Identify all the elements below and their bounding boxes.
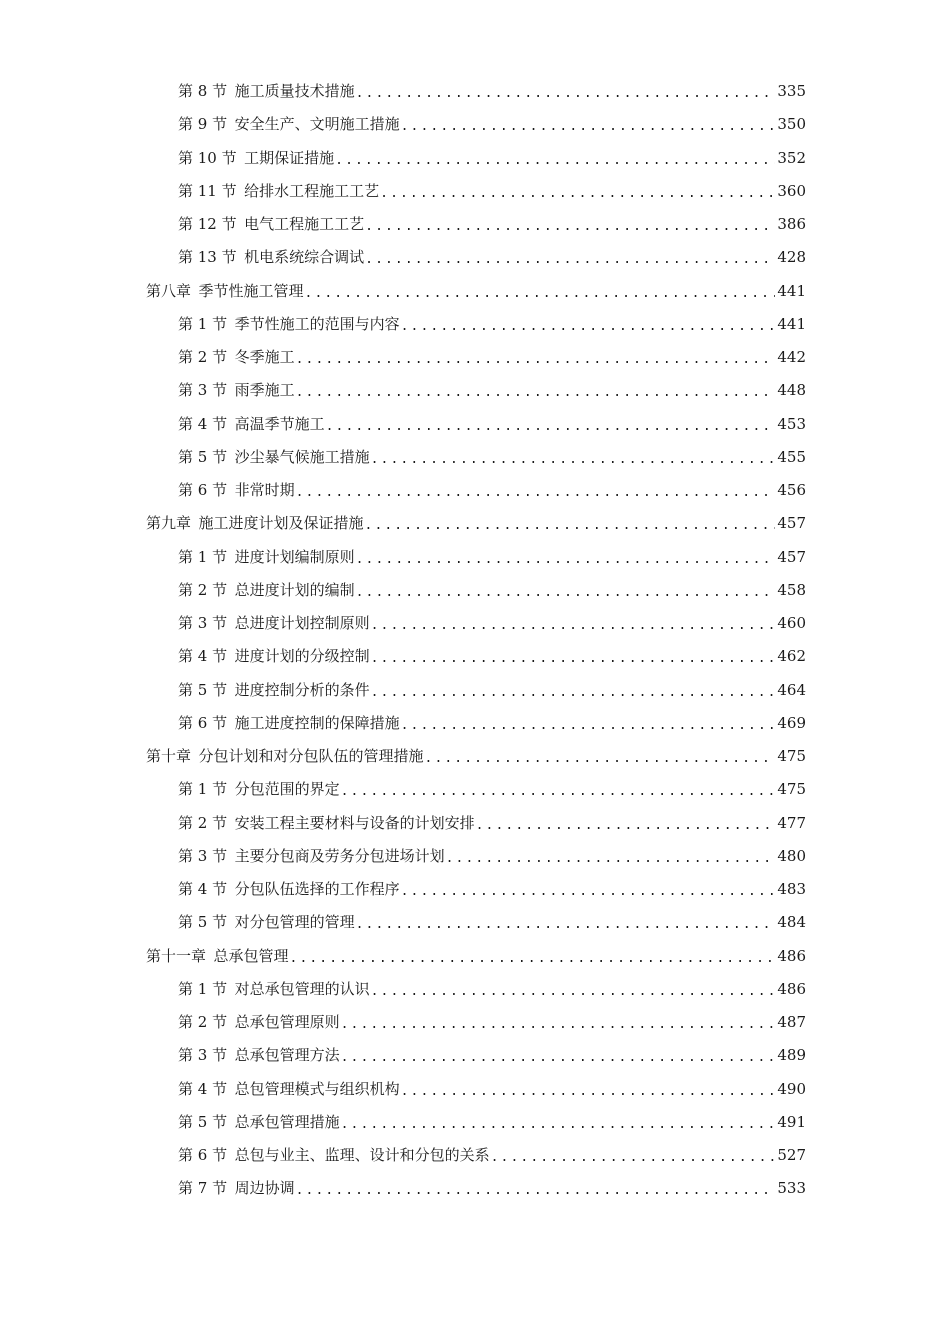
toc-section-entry[interactable] xyxy=(0,1039,950,1072)
toc-entry-title: 总承包管理方法 xyxy=(234,1046,340,1065)
toc-entry-number: 第 4 节 xyxy=(178,1079,228,1098)
toc-entry-spacer xyxy=(227,1039,235,1072)
toc-entry-number: 第 3 节 xyxy=(178,1046,228,1065)
toc-section-entry[interactable] xyxy=(0,374,950,407)
toc-entry-spacer xyxy=(227,973,235,1006)
toc-section-entry[interactable] xyxy=(0,973,950,1006)
toc-entry-spacer xyxy=(227,906,235,939)
toc-entry-number: 第 2 节 xyxy=(178,348,228,367)
toc-dot-leader xyxy=(335,144,775,177)
toc-section-entry[interactable] xyxy=(0,175,950,208)
toc-dot-leader xyxy=(365,243,775,276)
toc-entry-title: 给排水工程施工工艺 xyxy=(244,181,380,200)
toc-entry-page-number: 464 xyxy=(777,680,806,699)
toc-dot-leader xyxy=(341,1108,776,1141)
toc-section-entry[interactable] xyxy=(0,1106,950,1139)
toc-entry-spacer xyxy=(227,574,235,607)
toc-entry-title: 总包与业主、监理、设计和分包的关系 xyxy=(234,1146,490,1165)
toc-entry-spacer xyxy=(227,308,235,341)
toc-dot-leader xyxy=(446,842,776,875)
toc-entry-title: 高温季节施工 xyxy=(234,414,325,433)
toc-entry-spacer xyxy=(237,208,245,241)
toc-entry-title: 机电系统综合调试 xyxy=(244,248,365,267)
toc-entry-page-number: 490 xyxy=(777,1079,806,1098)
toc-entry-number: 第 11 节 xyxy=(178,181,237,200)
toc-entry-page-number: 386 xyxy=(777,215,806,234)
toc-dot-leader xyxy=(356,543,776,576)
toc-entry-page-number: 457 xyxy=(777,514,806,533)
toc-dot-leader xyxy=(356,908,776,941)
toc-entry-number: 第九章 xyxy=(146,514,192,533)
toc-section-entry[interactable] xyxy=(0,1139,950,1172)
toc-entry-page-number: 441 xyxy=(777,314,806,333)
toc-dot-leader xyxy=(305,277,776,310)
toc-entry-title: 安全生产、文明施工措施 xyxy=(234,115,400,134)
toc-entry-number: 第 2 节 xyxy=(178,1013,228,1032)
toc-entry-page-number: 441 xyxy=(777,281,806,300)
toc-entry-spacer xyxy=(206,940,214,973)
toc-section-entry[interactable] xyxy=(0,707,950,740)
toc-entry-title: 施工质量技术措施 xyxy=(234,82,355,101)
toc-entry-number: 第十章 xyxy=(146,747,192,766)
toc-entry-number: 第 3 节 xyxy=(178,614,228,633)
toc-entry-number: 第 6 节 xyxy=(178,1146,228,1165)
toc-entry-title: 非常时期 xyxy=(234,481,295,500)
toc-entry-number: 第十一章 xyxy=(146,946,207,965)
toc-dot-leader xyxy=(326,410,776,443)
toc-entry-spacer xyxy=(227,707,235,740)
toc-entry-spacer xyxy=(227,108,235,141)
toc-dot-leader xyxy=(356,576,776,609)
toc-entry-title: 施工进度计划及保证措施 xyxy=(198,514,364,533)
toc-chapter-entry[interactable] xyxy=(0,507,950,540)
toc-entry-title: 总承包管理措施 xyxy=(234,1112,340,1131)
toc-entry-title: 工期保证措施 xyxy=(244,148,335,167)
toc-entry-number: 第 1 节 xyxy=(178,547,228,566)
toc-section-entry[interactable] xyxy=(0,108,950,141)
toc-entry-title: 周边协调 xyxy=(234,1179,295,1198)
toc-entry-number: 第 3 节 xyxy=(178,846,228,865)
toc-entry-title: 分包队伍选择的工作程序 xyxy=(234,880,400,899)
toc-dot-leader xyxy=(371,443,776,476)
toc-dot-leader xyxy=(371,609,776,642)
toc-entry-title: 总包管理模式与组织机构 xyxy=(234,1079,400,1098)
toc-dot-leader xyxy=(365,210,775,243)
toc-chapter-entry[interactable] xyxy=(0,275,950,308)
toc-dot-leader xyxy=(371,676,776,709)
toc-entry-title: 安装工程主要材料与设备的计划安排 xyxy=(234,813,475,832)
toc-entry-spacer xyxy=(227,807,235,840)
toc-dot-leader xyxy=(365,509,776,542)
toc-entry-page-number: 527 xyxy=(777,1146,806,1165)
toc-entry-number: 第 4 节 xyxy=(178,414,228,433)
toc-entry-page-number: 487 xyxy=(777,1013,806,1032)
toc-section-entry[interactable] xyxy=(0,574,950,607)
toc-entry-title: 冬季施工 xyxy=(234,348,295,367)
toc-dot-leader xyxy=(401,310,776,343)
toc-entry-title: 施工进度控制的保障措施 xyxy=(234,713,400,732)
toc-entry-number: 第 8 节 xyxy=(178,82,228,101)
toc-dot-leader xyxy=(476,809,776,842)
toc-dot-leader xyxy=(296,476,776,509)
toc-dot-leader xyxy=(341,775,776,808)
toc-entry-page-number: 486 xyxy=(777,946,806,965)
toc-entry-page-number: 475 xyxy=(777,747,806,766)
toc-section-entry[interactable] xyxy=(0,208,950,241)
toc-entry-page-number: 489 xyxy=(777,1046,806,1065)
toc-entry-page-number: 352 xyxy=(777,148,806,167)
toc-dot-leader xyxy=(401,709,776,742)
toc-entry-page-number: 477 xyxy=(777,813,806,832)
toc-entry-title: 总承包管理原则 xyxy=(234,1013,340,1032)
toc-entry-spacer xyxy=(227,674,235,707)
toc-entry-spacer xyxy=(227,773,235,806)
toc-dot-leader xyxy=(290,942,776,975)
toc-entry-page-number: 360 xyxy=(777,181,806,200)
toc-entry-title: 季节性施工管理 xyxy=(198,281,304,300)
toc-section-entry[interactable] xyxy=(0,308,950,341)
toc-section-entry[interactable] xyxy=(0,906,950,939)
toc-entry-spacer xyxy=(191,507,199,540)
toc-chapter-entry[interactable] xyxy=(0,740,950,773)
toc-entry-page-number: 428 xyxy=(777,248,806,267)
toc-entry-title: 进度控制分析的条件 xyxy=(234,680,370,699)
toc-dot-leader xyxy=(401,1075,776,1108)
toc-entry-number: 第 1 节 xyxy=(178,780,228,799)
toc-entry-number: 第 3 节 xyxy=(178,381,228,400)
toc-entry-number: 第 1 节 xyxy=(178,314,228,333)
toc-dot-leader xyxy=(296,343,776,376)
toc-section-entry[interactable] xyxy=(0,1172,950,1205)
toc-entry-title: 电气工程施工工艺 xyxy=(244,215,365,234)
toc-dot-leader xyxy=(491,1141,776,1174)
toc-entry-title: 沙尘暴气候施工措施 xyxy=(234,447,370,466)
toc-dot-leader xyxy=(341,1008,776,1041)
toc-entry-spacer xyxy=(237,241,245,274)
toc-entry-title: 主要分包商及劳务分包进场计划 xyxy=(234,846,445,865)
toc-section-entry[interactable] xyxy=(0,807,950,840)
toc-entry-title: 雨季施工 xyxy=(234,381,295,400)
toc-section-entry[interactable] xyxy=(0,873,950,906)
toc-entry-spacer xyxy=(191,740,199,773)
toc-section-entry[interactable] xyxy=(0,674,950,707)
toc-entry-title: 总承包管理 xyxy=(213,946,289,965)
toc-section-entry[interactable] xyxy=(0,441,950,474)
toc-entry-page-number: 442 xyxy=(777,348,806,367)
toc-entry-page-number: 469 xyxy=(777,713,806,732)
toc-entry-title: 分包计划和对分包队伍的管理措施 xyxy=(198,747,424,766)
toc-entry-page-number: 484 xyxy=(777,913,806,932)
toc-entry-page-number: 533 xyxy=(777,1179,806,1198)
toc-entry-title: 总进度计划的编制 xyxy=(234,580,355,599)
toc-entry-page-number: 453 xyxy=(777,414,806,433)
toc-entry-page-number: 480 xyxy=(777,846,806,865)
toc-entry-number: 第 10 节 xyxy=(178,148,237,167)
toc-entry-page-number: 457 xyxy=(777,547,806,566)
table-of-contents xyxy=(0,75,950,1206)
toc-entry-number: 第 6 节 xyxy=(178,481,228,500)
toc-chapter-entry[interactable] xyxy=(0,940,950,973)
toc-entry-number: 第八章 xyxy=(146,281,192,300)
toc-entry-spacer xyxy=(227,374,235,407)
toc-section-entry[interactable] xyxy=(0,408,950,441)
toc-entry-title: 进度计划编制原则 xyxy=(234,547,355,566)
toc-entry-page-number: 455 xyxy=(777,447,806,466)
toc-section-entry[interactable] xyxy=(0,640,950,673)
toc-entry-page-number: 335 xyxy=(777,82,806,101)
toc-dot-leader xyxy=(425,742,776,775)
toc-entry-spacer xyxy=(227,474,235,507)
toc-entry-number: 第 5 节 xyxy=(178,1112,228,1131)
toc-entry-page-number: 491 xyxy=(777,1112,806,1131)
toc-dot-leader xyxy=(341,1041,776,1074)
toc-entry-page-number: 460 xyxy=(777,614,806,633)
toc-entry-title: 季节性施工的范围与内容 xyxy=(234,314,400,333)
toc-entry-spacer xyxy=(227,840,235,873)
toc-section-entry[interactable] xyxy=(0,1006,950,1039)
toc-entry-number: 第 12 节 xyxy=(178,215,237,234)
toc-section-entry[interactable] xyxy=(0,773,950,806)
toc-entry-spacer xyxy=(227,541,235,574)
toc-entry-spacer xyxy=(227,408,235,441)
toc-section-entry[interactable] xyxy=(0,541,950,574)
toc-entry-title: 进度计划的分级控制 xyxy=(234,647,370,666)
toc-entry-page-number: 458 xyxy=(777,580,806,599)
toc-entry-page-number: 486 xyxy=(777,979,806,998)
toc-entry-number: 第 7 节 xyxy=(178,1179,228,1198)
toc-section-entry[interactable] xyxy=(0,341,950,374)
toc-dot-leader xyxy=(380,177,775,210)
toc-entry-number: 第 2 节 xyxy=(178,580,228,599)
toc-section-entry[interactable] xyxy=(0,241,950,274)
toc-section-entry[interactable] xyxy=(0,607,950,640)
toc-entry-page-number: 475 xyxy=(777,780,806,799)
toc-entry-page-number: 483 xyxy=(777,880,806,899)
toc-entry-number: 第 9 节 xyxy=(178,115,228,134)
toc-entry-spacer xyxy=(227,607,235,640)
toc-entry-number: 第 2 节 xyxy=(178,813,228,832)
toc-entry-spacer xyxy=(227,441,235,474)
toc-entry-spacer xyxy=(237,175,245,208)
toc-dot-leader xyxy=(296,1174,776,1207)
toc-dot-leader xyxy=(356,77,776,110)
toc-entry-spacer xyxy=(191,275,199,308)
toc-entry-spacer xyxy=(227,640,235,673)
toc-entry-number: 第 5 节 xyxy=(178,447,228,466)
toc-entry-page-number: 350 xyxy=(777,115,806,134)
toc-entry-page-number: 448 xyxy=(777,381,806,400)
toc-entry-title: 总进度计划控制原则 xyxy=(234,614,370,633)
toc-entry-number: 第 1 节 xyxy=(178,979,228,998)
toc-entry-spacer xyxy=(227,1106,235,1139)
toc-entry-spacer xyxy=(227,1006,235,1039)
toc-entry-number: 第 5 节 xyxy=(178,680,228,699)
toc-section-entry[interactable] xyxy=(0,474,950,507)
toc-entry-number: 第 5 节 xyxy=(178,913,228,932)
toc-dot-leader xyxy=(371,975,776,1008)
toc-dot-leader xyxy=(401,110,776,143)
toc-entry-title: 对分包管理的管理 xyxy=(234,913,355,932)
toc-entry-number: 第 13 节 xyxy=(178,248,237,267)
toc-entry-spacer xyxy=(227,75,235,108)
toc-entry-spacer xyxy=(227,873,235,906)
toc-entry-spacer xyxy=(227,1073,235,1106)
toc-entry-title: 对总承包管理的认识 xyxy=(234,979,370,998)
toc-section-entry[interactable] xyxy=(0,840,950,873)
toc-entry-spacer xyxy=(227,1139,235,1172)
toc-entry-page-number: 456 xyxy=(777,481,806,500)
toc-section-entry[interactable] xyxy=(0,75,950,108)
toc-entry-number: 第 6 节 xyxy=(178,713,228,732)
toc-entry-number: 第 4 节 xyxy=(178,880,228,899)
toc-entry-number: 第 4 节 xyxy=(178,647,228,666)
toc-entry-spacer xyxy=(227,1172,235,1205)
toc-entry-title: 分包范围的界定 xyxy=(234,780,340,799)
toc-dot-leader xyxy=(296,376,776,409)
toc-section-entry[interactable] xyxy=(0,1073,950,1106)
toc-entry-spacer xyxy=(237,142,245,175)
toc-entry-page-number: 462 xyxy=(777,647,806,666)
toc-section-entry[interactable] xyxy=(0,142,950,175)
toc-entry-spacer xyxy=(227,341,235,374)
toc-dot-leader xyxy=(371,642,776,675)
toc-dot-leader xyxy=(401,875,776,908)
